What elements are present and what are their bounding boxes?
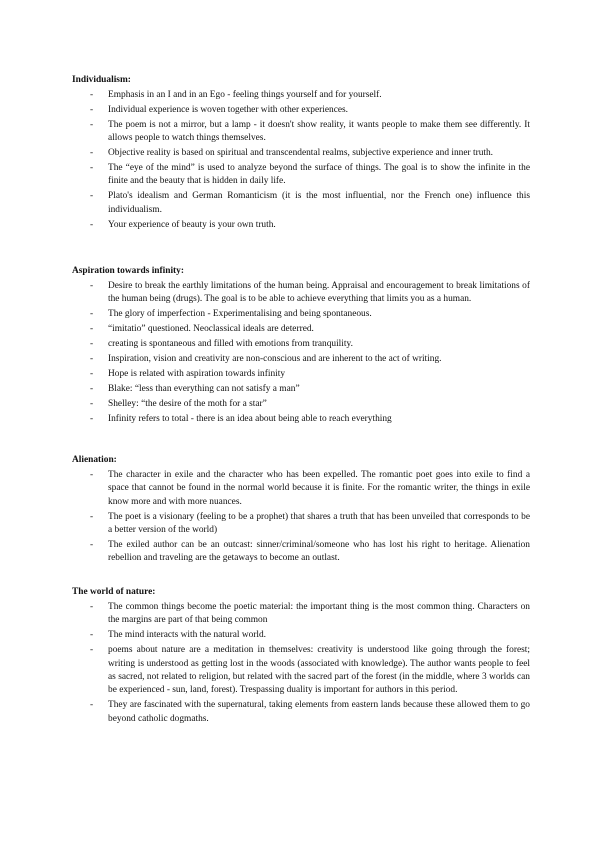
list-item: - Desire to break the earthly limitations of the human being. Appraisal and encouragement to break limitations of the human being (drugs). The goal is to be able to achieve everything that limits you as a human. (72, 280, 530, 307)
list-item: - Blake: “less than everything can not satisfy a man” (72, 383, 530, 396)
list-item: - Your experience of beauty is your own truth. (72, 219, 530, 232)
list-item: - Infinity refers to total - there is an idea about being able to reach everything (72, 413, 530, 426)
list-item: - Plato's idealism and German Romanticism (it is the most influential, nor the French one) influence this individualism. (72, 190, 530, 217)
bullet-list (72, 280, 530, 426)
list-item: - Shelley: “the desire of the moth for a star” (72, 398, 530, 411)
bullet-list (72, 469, 530, 566)
bullet-list (72, 601, 530, 726)
section-individualism (72, 74, 530, 234)
list-item: - The exiled author can be an outcast: sinner/criminal/someone who has lost his right to heritage. Alienation rebellion and traveling are the getaways to become an outlast. (72, 539, 530, 566)
section-heading: Aspiration towards infinity: (72, 266, 184, 276)
list-item: - The character in exile and the character who has been expelled. The romantic poet goes into exile to find a space that cannot be found in the normal world because it is finite. For the romantic writer, the things in exile know more and with more nuances. (72, 469, 530, 509)
section-aspiration-towards-infinity (72, 265, 530, 428)
list-item: - The “eye of the mind” is used to analyze beyond the surface of things. The goal is to show the infinite in the finite and the beauty that is hidden in daily life. (72, 162, 530, 189)
list-item: - poems about nature are a meditation in themselves: creativity is understood like going through the forest; writing is understood as getting lost in the woods (associated with knowledge). The author wants people to feel as sacred, not related to religion, but related with the sacred part of the forest (in the middle, where 3 worlds can be experienced - sun, land, forest). Trespassing duality is important for authors in this period. (72, 644, 530, 698)
list-item: - The poem is not a mirror, but a lamp - it doesn't show reality, it wants people to make them see differently. It allows people to watch things themselves. (72, 119, 530, 146)
list-item: - The common things become the poetic material: the important thing is the most common thing. Characters on the margins are part of that being common (72, 601, 530, 628)
list-item: - creating is spontaneous and filled with emotions from tranquility. (72, 338, 530, 351)
list-item: - Inspiration, vision and creativity are non-conscious and are inherent to the act of writing. (72, 353, 530, 366)
section-heading: Alienation: (72, 455, 117, 465)
list-item: - The poet is a visionary (feeling to be a prophet) that shares a truth that has been unveiled that corresponds to be a better version of the world) (72, 511, 530, 538)
section-heading: Individualism: (72, 75, 131, 85)
list-item: - Individual experience is woven together with other experiences. (72, 104, 530, 117)
list-item: - The mind interacts with the natural world. (72, 629, 530, 642)
list-item: - They are fascinated with the supernatural, taking elements from eastern lands because these allowed them to go beyond catholic dogmaths. (72, 699, 530, 726)
section-heading: The world of nature: (72, 587, 156, 597)
list-item: - Emphasis in an I and in an Ego - feeling things yourself and for yourself. (72, 89, 530, 102)
list-item: - “imitatio” questioned. Neoclassical ideals are deterred. (72, 323, 530, 336)
section-alienation (72, 454, 530, 567)
list-item: - The glory of imperfection - Experimentalising and being spontaneous. (72, 308, 530, 321)
list-item: - Objective reality is based on spiritual and transcendental realms, subjective experience and inner truth. (72, 147, 530, 160)
list-item: - Hope is related with aspiration towards infinity (72, 368, 530, 381)
section-world-of-nature (72, 586, 530, 728)
bullet-list (72, 89, 530, 232)
